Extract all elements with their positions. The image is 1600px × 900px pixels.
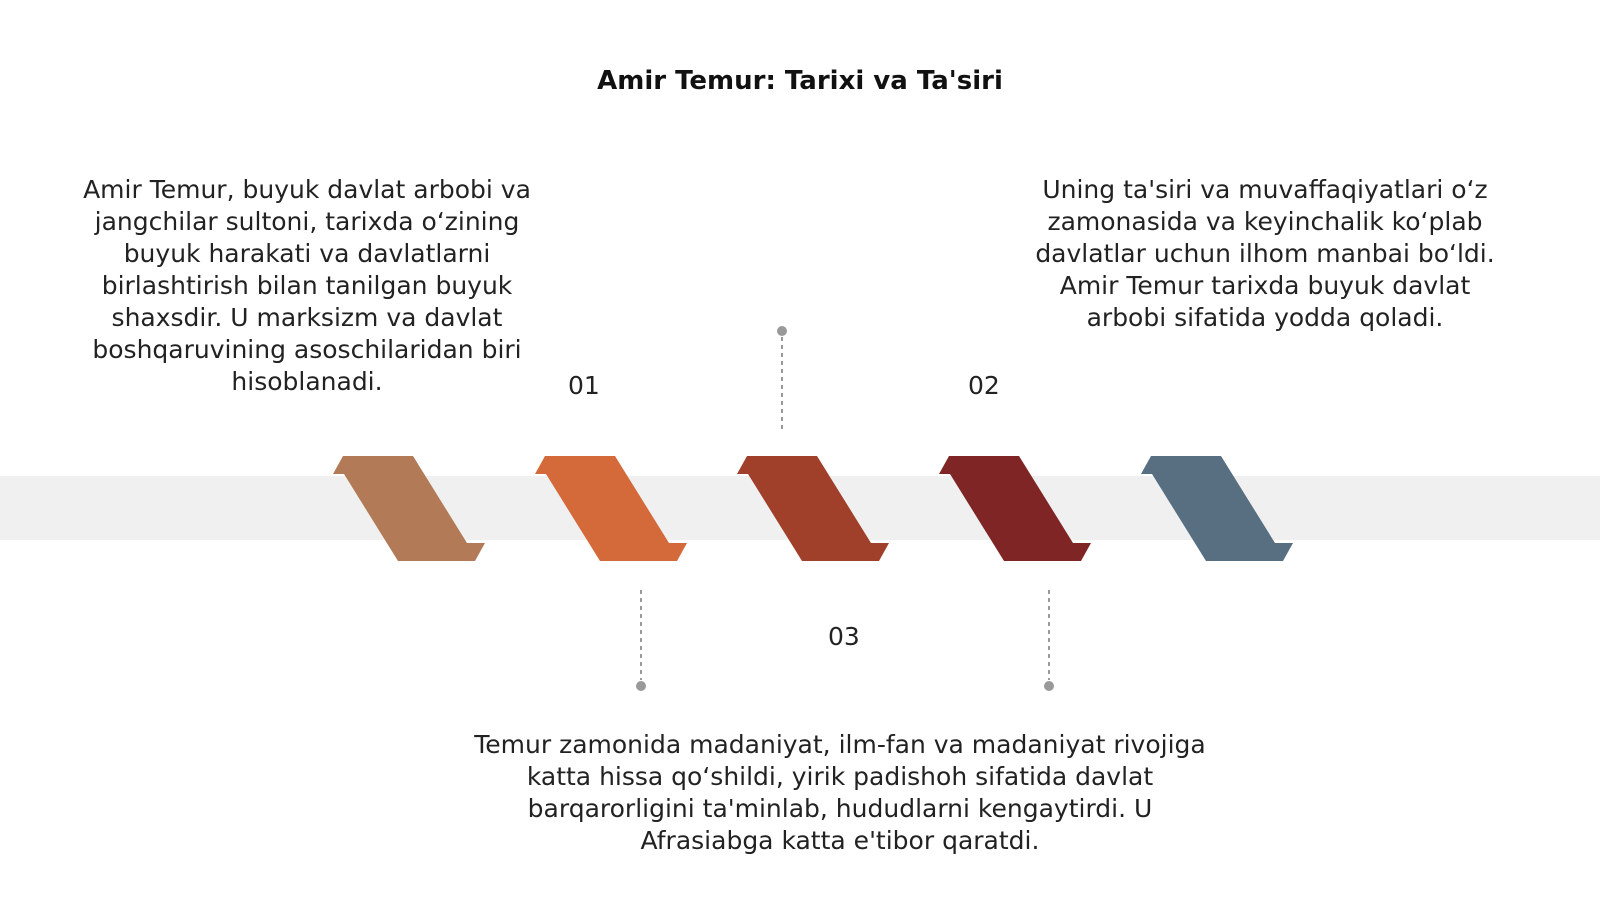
step-number-02: 02 [968, 371, 1000, 400]
connector-dot [777, 326, 787, 336]
step-text-03: Temur zamonida madaniyat, ilm-fan va madaniyat rivojiga katta hissa qo‘shildi, yirik padishoh sifatida davlat barqarorligini ta'minlab, hududlarni kengaytirdi. U Afrasiabga katta e'tibor qaratdi. [474, 730, 1206, 855]
connector-bottom-left [636, 590, 646, 691]
step-number-03: 03 [828, 622, 860, 651]
step-text-01: Amir Temur, buyuk davlat arbobi va jangchilar sultoni, tarixda o‘zining buyuk harakati va davlatlarni birlashtirish bilan tanilgan buyuk shaxsdir. U marksizm va davlat boshqaruvining asoschilaridan biri hisoblanadi. [83, 175, 531, 396]
timeline-shape-3 [737, 456, 889, 561]
timeline-shape-1 [333, 456, 485, 561]
timeline-shape-2 [535, 456, 687, 561]
step-number-01: 01 [568, 371, 600, 400]
connector-top [777, 326, 787, 430]
connector-dot [1044, 681, 1054, 691]
timeline-shape-4 [939, 456, 1091, 561]
timeline-shapes [333, 456, 1293, 561]
step-text-02: Uning ta'siri va muvaffaqiyatlari o‘z zamonasida va keyinchalik ko‘plab davlatlar uchun ilhom manbai bo‘ldi. Amir Temur tarixda buyuk davlat arbobi sifatida yodda qoladi. [1035, 175, 1495, 332]
timeline-shape-5 [1141, 456, 1293, 561]
page-title: Amir Temur: Tarixi va Ta'siri [597, 66, 1003, 96]
connector-bottom-right [1044, 590, 1054, 691]
connector-dot [636, 681, 646, 691]
